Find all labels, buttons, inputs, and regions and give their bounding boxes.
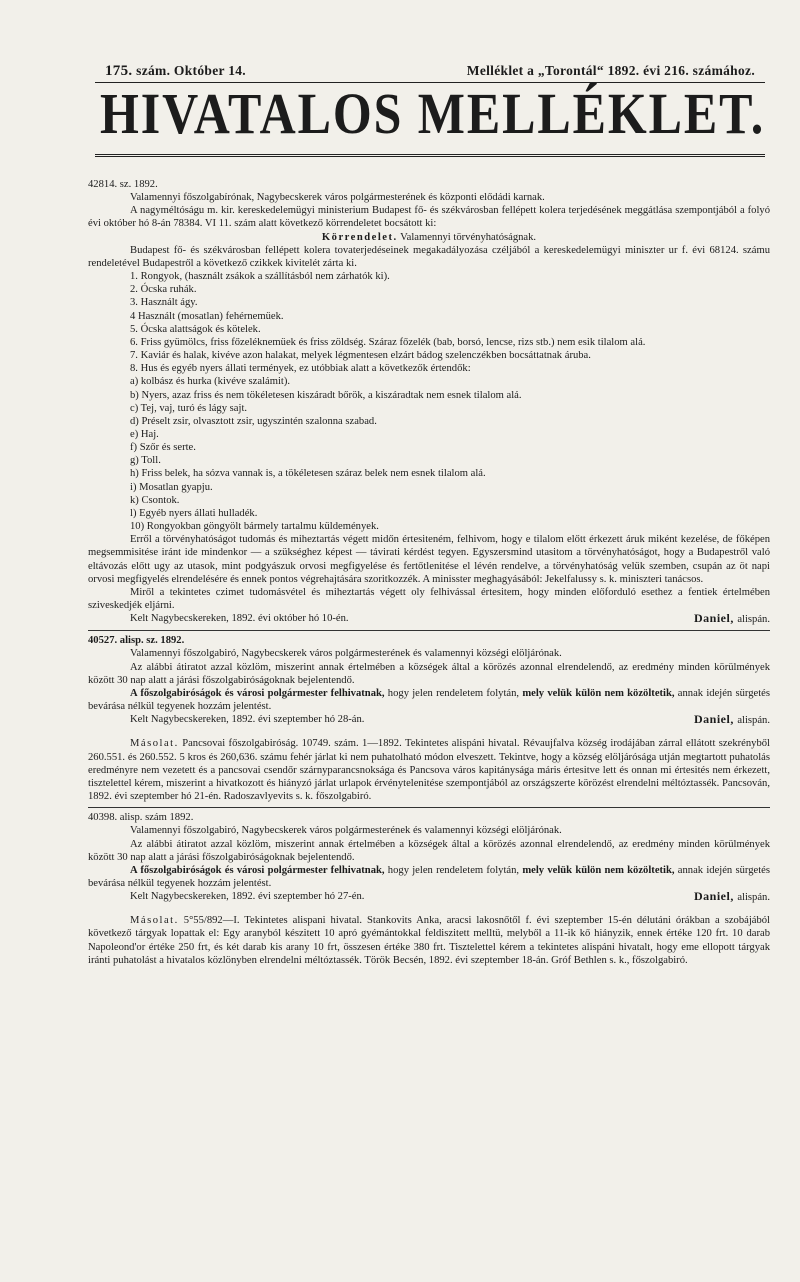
signature-row (88, 713, 770, 727)
banned-item: i) Mosatlan gyapju. (130, 481, 213, 493)
decree-para-1: Erről a törvényhatóságot tudomás és miheztartás végett midőn értesiteném, felhivom, hogy e tilalom előtt érkezett áruk miként kezelése, de főképen megsemmisitése iránt ide mindenkor — a szükséghez képest — távirati kérdést tegyen. Egyszersmind utasitom a törvényhatóságot, hogy a Budapestről való eltávozás előtt ugy az utasok, mint podgyászuk orvosi megfigyelése és fertőtlenitése el lévén rendelve, a törvényhatóság velük szemben, csupán az öt napi orvosi megfigyelés elrendelésére és ennek pontos végrehajtására szoritkozzék. A minisster meghagyásából: Jekelfalussy s. k. miniszteri tanácsos. (88, 534, 770, 585)
banned-item: k) Csontok. (130, 494, 180, 506)
banned-item: 1. Rongyok, (használt zsákok a szállításból nem zárhatók ki). (130, 271, 390, 283)
copy-text (88, 914, 770, 967)
doc-address: Valamennyi főszolgabírónak, Nagybecskerek város polgármesterének és központi elődádi karnak. (130, 192, 545, 204)
decree-40398 (88, 811, 770, 967)
banned-item: 4 Használt (mosatlan) fehérnemüek. (130, 310, 284, 322)
banned-item: e) Haj. (130, 428, 159, 440)
doc-ref: 42814. sz. 1892. (88, 179, 158, 190)
copy-text (88, 737, 770, 803)
banned-item: 2. Ócska ruhák. (130, 284, 197, 296)
doc-address: Valamennyi főszolgabiró, Nagybecskerek város polgármesterének és valamennyi községi elöljárónak. (130, 648, 562, 660)
decree-40527 (88, 634, 770, 803)
doc-intro: A nagyméltóságu m. kir. kereskedelemügyi ministerium Budapest fő- és székvárosban fellépett kolera terjedésének meggátlása szempontjából a folyó évi október hó 8-án 78384. VI 11. szám alatt következő körrendeletet bocsátott ki: (88, 205, 770, 230)
copy-label: Másolat. (130, 738, 179, 750)
call-bold-2: mely velük külön nem közöltetik, (522, 687, 675, 699)
section-divider (88, 630, 770, 631)
signature-title: alispán. (737, 892, 770, 904)
banned-item: 5. Ócska alattságok és kötelek. (130, 323, 261, 335)
doc-call (88, 864, 770, 890)
doc-ref: 40398. alisp. szám 1892. (88, 812, 194, 824)
banned-item: l) Egyéb nyers állati hulladék. (130, 507, 258, 519)
decree-body: Budapest fő- és székvárosban fellépett kolera tovaterjedéseinek megakadályozása czéljából a kereskedelemügyi miniszter ur f. évi 68124. számu rendeletével Budapestről a következő czikkek kivitelét zárta ki. (88, 244, 770, 269)
supplement-note: Melléklet a „Torontál“ 1892. évi 216. számához. (466, 63, 755, 78)
doc-body: Az alábbi átiratot azzal közlöm, miszerint annak értelmében a községek által a körözés azonnal elrendelendő, az eredmény minden körülmények között 30 nap alatt a járási főszolgabiróságoknak bejelentendő. (88, 661, 770, 686)
spacer (88, 727, 770, 737)
signature-name: Daniel, (694, 611, 734, 626)
banned-item: a) kolbász és hurka (kivéve szalámit). (130, 376, 291, 388)
banned-item: 8. Hus és egyéb nyers állati termények, ez utóbbiak alatt a következők értendők: (130, 363, 471, 375)
doc-body: Az alábbi átiratot azzal közlöm, miszerint annak értelmében a községek által a körözés azonnal elrendelendő, az eredmény minden körülmények között 30 nap alatt a járási főszolgabiróságoknak bejelentendő. (88, 838, 770, 863)
decree-heading-bold: Körrendelet. (321, 231, 398, 243)
banned-item: f) Szőr és serte. (130, 442, 196, 454)
signature-name: Daniel, (694, 889, 734, 904)
signature-title: alispán. (737, 614, 770, 626)
title-double-rule (95, 154, 765, 157)
banned-item: 3. Használt ágy. (130, 297, 198, 309)
signature-name: Daniel, (694, 712, 734, 727)
banned-items-list (88, 270, 770, 533)
doc-address: Valamennyi főszolgabiró, Nagybecskerek város polgármesterének és valamennyi községi elöljárónak. (130, 825, 562, 837)
masthead-line (105, 63, 755, 80)
article-body (88, 178, 770, 967)
issue-number: 175. (105, 63, 133, 79)
call-mid: hogy jelen rendeletem folytán, (387, 687, 520, 699)
signature-row (88, 612, 770, 626)
call-bold: A főszolgabiróságok és városi polgármester felhivatnak, (130, 864, 385, 876)
copy-body: Pancsovai főszolgabiróság. 10749. szám. 1—1892. Tekintetes alispáni hivatal. Révaujfalva község irodájában zárral ellátott szekrényből 260.551. és 260.552. 5 kros és 260,636. számu fehér járlat ki nem puhatolható módon elveszett. Tekintve, hogy a község elöljárósága utján megtartott puhatolás eredményre nem vezetett és a pancsovai csendőr szárnyparancsnoksága és Pancsova város kapitánysága máris értesitve lett és onnan mi értesités nem érkezett, tisztelettel kérem, miszerint a hivatkozott és hiányzó járlat urlapok érvénytelenitése szempontjából az országszerte körözést elrendelni méltóztassék. Pancsován, 1892. évi szeptember hó 21-én. Radoszavlyevits s. k. főszolgabiró. (88, 738, 770, 803)
page-title: HIVATALOS MELLÉKLET. (100, 82, 766, 147)
decree-heading (88, 231, 770, 244)
signature-title: alispán. (737, 715, 770, 727)
banned-item: h) Friss belek, ha sózva vannak is, a tökéletesen száraz belek nem esnek tilalom alá. (130, 468, 486, 480)
banned-item: b) Nyers, azaz friss és nem tökéletesen kiszáradt bőrök, a kiszáradtak nem esnek tilalom alá. (130, 389, 522, 401)
issue-rest: szám. Október 14. (136, 63, 246, 78)
doc-ref: 40527. alisp. sz. 1892. (88, 635, 185, 647)
issue-date (105, 63, 246, 80)
signature (694, 890, 770, 904)
decree-para-2: Miről a tekintetes czimet tudomásvétel és miheztartás végett oly felhivással értesitem, hogy minden előforduló esethez a fentiek értelmében sziveskedjék eljárni. (88, 586, 770, 611)
signature (694, 612, 770, 626)
call-mid: hogy jelen rendeletem folytán, (387, 864, 520, 876)
signature (694, 713, 770, 727)
section-divider (88, 807, 770, 808)
banned-item: 6. Friss gyümölcs, friss főzeléknemüek és friss zöldség. Száraz főzelék (bab, borsó, lencse, rizs stb.) nem esik tilalom alá. (130, 336, 646, 348)
banned-item: 10) Rongyokban göngyölt bármely tartalmu küldemények. (130, 521, 379, 533)
dated-line: Kelt Nagybecskereken, 1892. évi szeptember hó 27-én. (130, 891, 365, 903)
banned-item: 7. Kaviár és halak, kivéve azon halakat, melyek légmentesen elzárt bádog szelenczékben bocsáttatnak áruba. (130, 350, 591, 362)
copy-body: 5°55/892—I. Tekintetes alispani hivatal. Stankovits Anka, aracsi lakosnőtől f. évi szeptember 15-én délutáni órákban a szobájából következő tárgyak lopattak el: Egy aranyból készitett 10 apró gyémántokkal feldiszitett melltü, melyből a 11-ik kő hiányzik, ennek értéke 120 frt. 10 darab Napoleond'or értéke 250 frt, és két darab kis arany 10 frt, összesen értéke 380 frt. Tisztelettel kérem a tekintetes alispáni hivatalt, hogy eme ellopott tárgyak iránti puhatolást a hivatalos közlönyben elrendelni méltóztassék. Török Becsén, 1892. évi szeptember 18-án. Gróf Bethlen s. k., főszolgabiró. (88, 915, 770, 966)
signature-row (88, 890, 770, 904)
banned-item: c) Tej, vaj, turó és lágy sajt. (130, 402, 248, 414)
dated-line: Kelt Nagybecskereken, 1892. évi szeptember hó 28-án. (130, 714, 365, 726)
call-rest: annak idején sürgetés bevárása nélkül tegyenek hozzám jelentést. (88, 687, 771, 713)
call-bold-2: mely velük külön nem közöltetik, (522, 864, 675, 876)
banned-item: g) Toll. (130, 455, 161, 467)
call-rest: annak idején sürgetés bevárása nélkül tegyenek hozzám jelentést. (88, 864, 771, 889)
decree-heading-rest: Valamennyi törvényhatóságnak. (400, 231, 537, 243)
decree-42814 (88, 178, 770, 626)
copy-label: Másolat. (130, 915, 179, 927)
call-bold: A főszolgabiróságok és városi polgármester felhivatnak, (130, 687, 385, 699)
banned-item: d) Préselt zsir, olvasztott zsir, ugyszintén szalonna szabad. (130, 415, 377, 427)
doc-call (88, 687, 770, 713)
spacer (88, 904, 770, 914)
dated-line: Kelt Nagybecskereken, 1892. évi október hó 10-én. (130, 613, 349, 625)
